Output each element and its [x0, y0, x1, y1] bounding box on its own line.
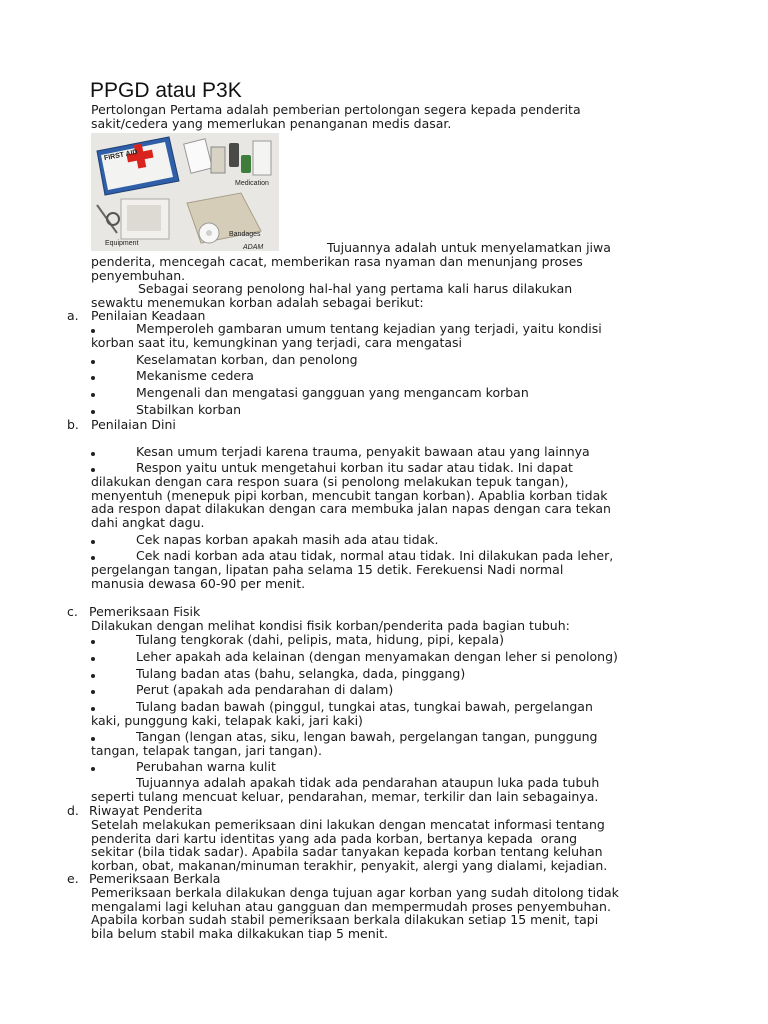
- list-item-continuation: menyentuh (menepuk pipi korban, mencubit tangan korban). Apablia korban tidak: [91, 488, 608, 503]
- bullet-icon: [91, 640, 95, 644]
- section-heading-d: Riwayat Penderita: [89, 803, 203, 818]
- purpose-line: Tujuannya adalah untuk menyelamatkan jiwa: [327, 240, 611, 255]
- section-marker-d: d.: [67, 803, 79, 818]
- section-text-e: bila belum stabil maka dilkakukan tiap 5 menit.: [91, 926, 389, 941]
- list-item: Keselamatan korban, dan penolong: [136, 352, 358, 367]
- list-item-continuation: manusia dewasa 60-90 per menit.: [91, 576, 306, 591]
- page-title: PPGD atau P3K: [90, 79, 242, 102]
- list-item: Kesan umum terjadi karena trauma, penyakit bawaan atau yang lainnya: [136, 444, 590, 459]
- section-conclusion-c: seperti tulang mencuat keluar, pendarahan, memar, terkilir dan lain sebagainya.: [91, 789, 599, 804]
- section-heading-a: Penilaian Keadaan: [91, 308, 206, 323]
- section-conclusion-c: Tujuannya adalah apakah tidak ada pendarahan ataupun luka pada tubuh: [136, 775, 600, 790]
- list-item: Mengenali dan mengatasi gangguan yang mengancam korban: [136, 385, 529, 400]
- section-marker-e: e.: [67, 871, 79, 886]
- list-item: Leher apakah ada kelainan (dengan menyamakan dengan leher si penolong): [136, 649, 618, 664]
- list-item-continuation: ada respon dapat dilakukan dengan cara membuka jalan napas dengan cara tekan: [91, 501, 611, 516]
- list-item: Perubahan warna kulit: [136, 759, 276, 774]
- section-text-d: sekitar (bila tidak sadar). Apabila sadar tanyakan kepada korban tentang keluhan: [91, 844, 603, 859]
- equipment-label: Equipment: [105, 240, 139, 247]
- list-item: Stabilkan korban: [136, 402, 242, 417]
- section-text-e: mengalami lagi keluhan atau gangguan dan mempermudah proses penyembuhan.: [91, 899, 611, 914]
- list-item: Tangan (lengan atas, siku, lengan bawah, pergelangan tangan, punggung: [136, 729, 598, 744]
- bullet-icon: [91, 674, 95, 678]
- list-item: Tulang badan atas (bahu, selangka, dada, pinggang): [136, 666, 466, 681]
- intro-line: sakit/cedera yang memerlukan penanganan medis dasar.: [91, 116, 452, 131]
- bullet-icon: [91, 657, 95, 661]
- section-intro-c: Dilakukan dengan melihat kondisi fisik korban/penderita pada bagian tubuh:: [91, 618, 570, 633]
- section-text-e: Apabila korban sudah stabil pemeriksaan berkala dilakukan setiap 15 menit, tapi: [91, 912, 599, 927]
- adam-logo-text: ADAM: [243, 244, 264, 251]
- bullet-icon: [91, 737, 95, 741]
- list-item: Respon yaitu untuk mengetahui korban itu sadar atau tidak. Ini dapat: [136, 460, 573, 475]
- bullet-icon: [91, 468, 95, 472]
- section-text-d: penderita dari kartu identitas yang ada pada korban, bertanya kepada orang: [91, 831, 578, 846]
- list-item-continuation: pergelangan tangan, lipatan paha selama 15 detik. Ferekuensi Nadi normal: [91, 562, 564, 577]
- bandages-label: Bandages: [229, 231, 261, 238]
- bullet-icon: [91, 452, 95, 456]
- section-heading-c: Pemeriksaan Fisik: [89, 604, 201, 619]
- first-aid-kit-image: [91, 133, 279, 251]
- bullet-icon: [91, 329, 95, 333]
- list-item-continuation: dahi angkat dagu.: [91, 515, 205, 530]
- bullet-icon: [91, 767, 95, 771]
- bullet-icon: [91, 376, 95, 380]
- purpose-line: penderita, mencegah cacat, memberikan rasa nyaman dan menunjang proses: [91, 254, 583, 269]
- medication-label: Medication: [235, 180, 269, 187]
- first-action-line: Sebagai seorang penolong hal-hal yang pertama kali harus dilakukan: [138, 281, 573, 296]
- list-item-continuation: korban saat itu, kemungkinan yang terjadi, cara mengatasi: [91, 335, 462, 350]
- bullet-icon: [91, 540, 95, 544]
- section-heading-b: Penilaian Dini: [91, 417, 176, 432]
- bullet-icon: [91, 360, 95, 364]
- list-item: Cek napas korban apakah masih ada atau tidak.: [136, 532, 439, 547]
- kit-label: FIRST AID: [103, 148, 139, 163]
- list-item: Mekanisme cedera: [136, 368, 254, 383]
- section-text-e: Pemeriksaan berkala dilakukan denga tujuan agar korban yang sudah ditolong tidak: [91, 885, 619, 900]
- list-item-continuation: kaki, punggung kaki, telapak kaki, jari kaki): [91, 713, 363, 728]
- intro-line: Pertolongan Pertama adalah pemberian pertolongan segera kepada penderita: [91, 102, 581, 117]
- bullet-icon: [91, 690, 95, 694]
- list-item: Perut (apakah ada pendarahan di dalam): [136, 682, 394, 697]
- section-text-d: Setelah melakukan pemeriksaan dini lakukan dengan mencatat informasi tentang: [91, 817, 605, 832]
- bullet-icon: [91, 556, 95, 560]
- first-action-line: sewaktu menemukan korban adalah sebagai berikut:: [91, 295, 424, 310]
- list-item: Memperoleh gambaran umum tentang kejadian yang terjadi, yaitu kondisi: [136, 321, 602, 336]
- bullet-icon: [91, 393, 95, 397]
- list-item: Cek nadi korban ada atau tidak, normal atau tidak. Ini dilakukan pada leher,: [136, 548, 614, 563]
- section-marker-b: b.: [67, 417, 79, 432]
- section-marker-a: a.: [67, 308, 79, 323]
- list-item-continuation: dilakukan dengan cara respon suara (si penolong melakukan tepuk tangan),: [91, 474, 569, 489]
- bullet-icon: [91, 410, 95, 414]
- list-item-continuation: tangan, telapak tangan, jari tangan).: [91, 743, 322, 758]
- section-text-d: korban, obat, makanan/minuman terakhir, penyakit, alergi yang dialami, kejadian.: [91, 858, 608, 873]
- bullet-icon: [91, 707, 95, 711]
- list-item: Tulang tengkorak (dahi, pelipis, mata, hidung, pipi, kepala): [136, 632, 505, 647]
- purpose-line: penyembuhan.: [91, 268, 186, 283]
- list-item: Tulang badan bawah (pinggul, tungkai atas, tungkai bawah, pergelangan: [136, 699, 593, 714]
- section-heading-e: Pemeriksaan Berkala: [89, 871, 221, 886]
- section-marker-c: c.: [67, 604, 78, 619]
